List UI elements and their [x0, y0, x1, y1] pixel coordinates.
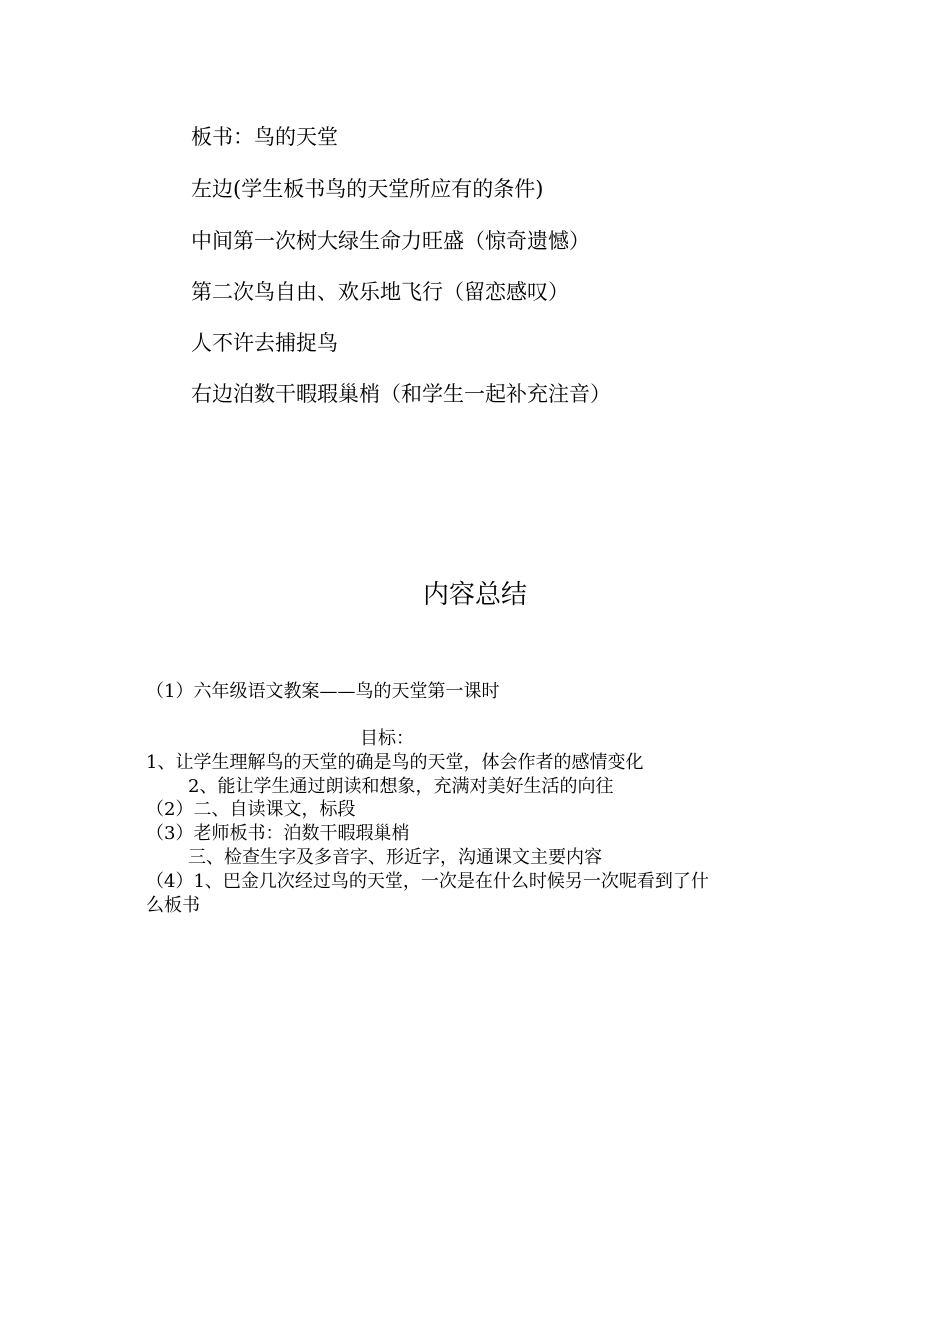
goal-item-1: 1、让学生理解鸟的天堂的确是鸟的天堂，体会作者的感情变化 — [146, 752, 644, 773]
summary-item-3-sub: 三、检查生字及多音字、形近字，沟通课文主要内容 — [188, 847, 602, 868]
summary-item-1: （1）六年级语文教案——鸟的天堂第一课时 — [146, 681, 500, 702]
board-middle-line: 中间第一次树大绿生命力旺盛（惊奇遗憾） — [191, 229, 590, 253]
goal-item-2: 2、能让学生通过朗读和想象，充满对美好生活的向往 — [188, 776, 614, 797]
summary-item-4-line-2: 么板书 — [146, 895, 200, 916]
board-title-line: 板书：鸟的天堂 — [191, 125, 338, 149]
board-people-line: 人不许去捕捉鸟 — [191, 331, 338, 355]
summary-item-2: （2）二、自读课文，标段 — [146, 799, 356, 820]
goal-label: 目标： — [360, 728, 414, 749]
board-right-line: 右边泊数干暇瑕巢梢（和学生一起补充注音） — [191, 382, 611, 406]
summary-title: 内容总结 — [422, 580, 527, 610]
summary-item-4-line-1: （4）1、巴金几次经过鸟的天堂，一次是在什么时候另一次呢看到了什 — [146, 871, 709, 892]
summary-item-3: （3）老师板书：泊数干暇瑕巢梢 — [146, 823, 410, 844]
board-left-line: 左边(学生板书鸟的天堂所应有的条件) — [191, 177, 544, 201]
board-second-line: 第二次鸟自由、欢乐地飞行（留恋感叹） — [191, 280, 569, 304]
